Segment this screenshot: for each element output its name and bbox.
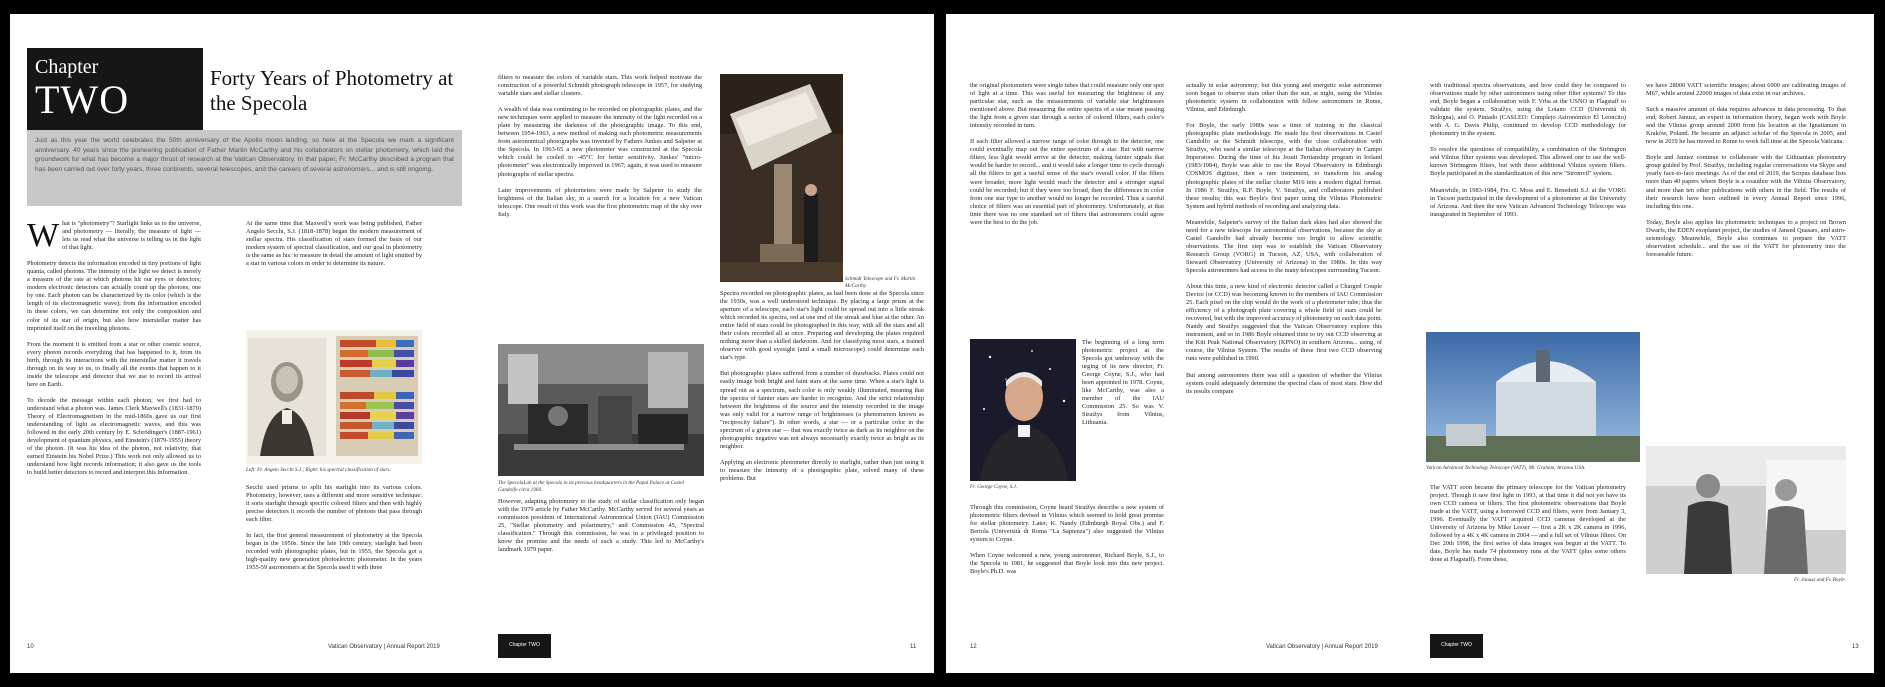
spread-pages-10-11 bbox=[10, 14, 934, 673]
chapter-word: Chapter bbox=[35, 56, 99, 78]
page11-column-1-bottom bbox=[498, 498, 704, 630]
coyne-portrait-photo bbox=[970, 339, 1076, 481]
article-title: Forty Years of Photometry at the Specola bbox=[210, 66, 454, 115]
page10-column-1 bbox=[27, 220, 201, 628]
running-footer: Vatican Observatory | Annual Report 2019 bbox=[1266, 644, 1378, 650]
paragraph: In fact, the first general measurement of photometry at the Specola began in the 1950s. Since the late 19th century, starlight had been recorded with photographic plates, but in 1955, the Specola got a high-quality new generation photoelectric photometer. In the years 1955-59 astronomers at the Specola used it with three bbox=[246, 532, 422, 572]
page10-column-2-bottom bbox=[246, 484, 422, 629]
paragraph: At the same time that Maxwell's work was being published, Father Angelo Secchi, S.J. (1818-1878) began the modern measurement of stellar spectra. His classification of stars formed the basis of our modern system of spectral classification, and our goal in photometry is the same as his: to measure in detail the amount of light emitted by a star in various colors in order to determine its nature. bbox=[246, 220, 422, 268]
paragraph: Meanwhile, in 1983-1984, Frs. C. Moss and E. Benedetti S.J. at the VORG in Tucson participated in the development of a photometer at the University of Arizona. And then the new Vatican Advanced Technology Telescope was inaugurated in September of 1993. bbox=[1430, 186, 1626, 218]
page10-column-2-top bbox=[246, 220, 422, 324]
paragraph: Secchi used prisms to split his starlight into its various colors. Photometry, however, uses a different and more sensitive technique: it sorts starlight through specific colored filters and then with highly precise detectors it records the number of photons that pass through each filter. bbox=[246, 484, 422, 524]
paragraph: About this time, a new kind of electronic detector called a Charged Couple Device (or CCD) was becoming known to the members of IAU Commission 25. Each pixel on the chip would do the work of a photometer tube; thus the efficiency of a photograph plate covering a whole field of stars could be recovered, but with the improved accuracy of photometry on each data point. Nandy and Straižys suggested that the Vatican Observatory explore this instrument, and so in 1986 Boyle obtained time to try out CCD observing at the Kitt Peak National Observatory (KPNO) in southern Arizona... using, of course, the Vilnius System. The results of these first two CCD observing runs were published in 1990. bbox=[1186, 283, 1382, 363]
paragraph: filters to measure the colors of variable stars. This work helped motivate the construction of a powerful Schmidt photograph telescope in 1957, for studying variable stars and stellar clusters. bbox=[498, 74, 702, 98]
secchi-figure bbox=[246, 330, 422, 464]
paragraph: hat is "photometry"? Starlight links us to the universe, and photometry — literally, the measure of light — lets us read what the universe is telling us in the light of that light. bbox=[62, 220, 201, 252]
running-footer: Vatican Observatory | Annual Report 2019 bbox=[328, 644, 440, 650]
paragraph: But photographic plates suffered from a number of drawbacks. Plates could not easily image both bright and faint stars at the same time. When a star's light is spread out as a spectrum, each color is only weakly illuminated, meaning that the spectra of fainter stars are harder to recognize. And the strict relationship between the brightness of the source and the intensity recorded in the image was only valid for a narrow range of brightnesses (a phenomenon known as "reciprocity failure"). In other words, a star — or a particular color in the spectrum of a given star — that was exactly twice as dark as its neighbor on the photographic negative was not always necessarily exactly twice as bright as its neighbor. bbox=[720, 370, 924, 450]
page13-column-1-top bbox=[1430, 82, 1626, 334]
vatt-figure bbox=[1426, 332, 1640, 462]
paragraph: The VATT soon became the primary telescope for the Vatican photometry project. Though it saw first light in 1993, at that time it did not yet have its own CCD camera or filters. The first photometric observations that Boyle made at the VATT, using a borrowed CCD and filters, were from January 3, 1996. Eventually the VATT acquired CCD cameras developed at the University of Arizona by Mike Lesser — first a 2K x 2K camera in 1996, followed by a 4K x 4K camera in 2004 — and a full set of Vilnius filters. On Dec 20th 1998, the first series of data images was begun at the VATT. To date, Boyle has made 74 photometry runs at the VATT (plus some others done at Flagstaff). From these, bbox=[1430, 484, 1626, 564]
paragraph: Later improvements of photometers were made by Salpeter to study the brightness of the Italian sky, in a search for a location for a new Vatican telescope. One result of this work was the first photometric map of the sky over Italy. bbox=[498, 186, 702, 218]
paragraph: Spectra recorded on photographic plates, as had been done at the Specola since the 1930s, was a well understood technique. By placing a large prism at the aperture of a telescope, each star's light could be spread out into a little streak which recorded its spectra, red at one end of the streak and blue at the other. An entire field of stars could be photographed in this way, with all the stars and all their colors recorded all at once. Preparing and developing the plates required nothing more than a skilled darkroom. And for classifying most stars, a trained observer with good eyesight (and a small microscope) could determine each star's type. bbox=[720, 290, 924, 362]
page13-column-2 bbox=[1646, 82, 1846, 404]
paragraph: To resolve the questions of compatibility, a combination of the Strömgren and Vilnius filter systems was developed. This allowed one to use the well-known Strömgren filters, but with three additional Vilnius system filters. Boyle participated in the standardization of this new "Stromvil" system. bbox=[1430, 146, 1626, 178]
spread-pages-12-13 bbox=[946, 14, 1874, 673]
abstract: Just as this year the world celebrates the 50th anniversary of the Apollo moon landing, so here at the Specola we mark a significant anniversary. 40 years since the pioneering publication of Father Martin McCarthy and his collaborators on stellar photometry, which laid the groundwork for what has become a major thrust of research at the Vatican Observatory. In that paper, Fr. McCarthy described a program that has been carried out over forty years, three continents, several telescopes, and the careers of several astronomers... and is still ongoing. bbox=[27, 130, 462, 206]
page12-inset-text bbox=[1082, 339, 1164, 495]
paragraph: Boyle and Janusz continue to collaborate with the Lithuanian photometry group guided by Prof. Straižys, including regular conversations via Skype and yearly face-to-face meetings. As of the end of 2019, the Scopus database lists more than 40 papers where Boyle is a coauthor with the Vilnius Observatory, and more than ten other publications with others in the field. The results of their research have been outlined in every Annual Report since 1996, including this one. bbox=[1646, 154, 1846, 210]
page11-column-1-top bbox=[498, 74, 702, 346]
schmidt-telescope-photo bbox=[720, 74, 843, 282]
page11-column-2 bbox=[720, 290, 924, 630]
specola-lab-caption: The SpecolaLab at the Specola in its previous headquarters in the Papal Palace at Castel Gandolfo circa 1960. bbox=[498, 480, 684, 493]
coyne-caption: Fr. George Coyne, S.J. bbox=[970, 484, 1018, 490]
paragraph: When Coyne welcomed a new, young astronomer, Richard Boyle, S.J., to the Specola in 1981, he suggested that Boyle look into this new project. Boyle's Ph.D. was bbox=[970, 552, 1164, 576]
page-number-12: 12 bbox=[970, 644, 977, 650]
secchi-caption: Left: Fr. Angelo Secchi S.J.; Right: his spectral classification of stars. bbox=[246, 467, 391, 473]
paragraph: From the moment it is emitted from a star or other cosmic source, every photon records everything that has happened to it, from its birth, through its interactions with the interstellar matter it travels through on its way to us, to finally all the events that happen to it inside the telescope and detector that we use to record its arrival here on Earth. bbox=[27, 340, 201, 388]
chapter-box bbox=[27, 48, 203, 136]
vatt-photo bbox=[1426, 332, 1640, 462]
janusz-boyle-photo bbox=[1646, 446, 1846, 574]
specola-lab-figure bbox=[498, 344, 704, 476]
janusz-boyle-caption: Fr. Janusz and Fr. Boyle. bbox=[1793, 577, 1846, 583]
paragraph: However, adapting photometry to the study of stellar classification only began with the 1979 article by Father McCarthy. McCarthy served for several years as commission president of International Astronomical Union (IAU) Commission 25, "Stellar photometry and polarimetry," and Commission 45, "Spectral classification." Through this commission, he was in a privileged position to know the promise and the needs of such a study. This led to McCarthy's landmark 1979 paper. bbox=[498, 498, 704, 554]
page-number-13: 13 bbox=[1852, 644, 1859, 650]
dropcap: W bbox=[27, 220, 60, 254]
schmidt-telescope-figure bbox=[720, 74, 843, 282]
paragraph: Through this commission, Coyne heard Straižys describe a new system of photometric filters devised in Vilnius which seemed to hold great promise for stellar photometry. Later, K. Nandy (Edinburgh Royal Obs.) and F. Bertola (Università di Roma "La Sapienza") also suggested the Vilnius system to Coyne. bbox=[970, 504, 1164, 544]
paragraph: Such a massive amount of data requires advances in data processing. To that end, Robert Janusz, an expert in information theory, began work with Boyle and the Vilnius group around 2000 from his location at the Ignatianum in Kraków, Poland. He became an adjunct scholar of the Specola in 2005, and now in 2019 he has moved to Rome to work full time at the Specola Vaticana. bbox=[1646, 106, 1846, 146]
page12-column-2 bbox=[1186, 82, 1382, 630]
janusz-boyle-figure bbox=[1646, 446, 1846, 574]
paragraph: Today, Boyle also applies his photometric techniques to a project on Brown Dwarfs, the EDEN exoplanet project, the studies of Jansed Quasars, and astro-seismology. Meanwhile, Boyle also continues to prepare the VATT observation schedule... and the use of the VATT for photometry into the foreseeable future. bbox=[1646, 218, 1846, 258]
specola-lab-photo bbox=[498, 344, 704, 476]
paragraph: For Boyle, the early 1980s was a time of training in the classical photographic plate methodology. He made his first observations in Castel Gandolfo at the Schmidt telescope, with the close collaboration with Straižys, who used a similar telescope at the Italian observatory in Campo Imperatore. During the time of his Jesuit Tertianship program in Ireland (1983/1984), Boyle was able to use the Royal Observatory in Edinburgh COSMOS digitizer, then a rare instrument, to transform his analog photographic plates of the stellar cluster M16 into a modern digital format. In 1986 F. Straižys, R.P. Boyle, V. Straižys, and collaborators published these results; this was Boyle's first paper using the Vilnius Photometric System and hybrid methods of recording and analyzing data. bbox=[1186, 122, 1382, 210]
paragraph: Meanwhile, Salpeter's survey of the Italian dark skies had also showed the need for a new telescope for astronomical observations, because the sky at Castel Gandolfo had already become too bright to allow scientific observations. The first step was to establish the Vatican Observatory Research Group (VORG) in Tucson, AZ, USA, with collaboration of Steward Observatory (University of Arizona) in the 1980s. In this way Specola astronomers had access to the many telescopes surrounding Tucson. bbox=[1186, 218, 1382, 274]
paragraph: To decode the message within each photon, we first had to understand what a photon was. James Clerk Maxwell's (1831-1879) Theory of Electromagnetism in the mid-1860s gave us our first understanding of light as electromagnetic waves, and this was followed in the early 20th century by E. Schrödinger's (1887-1961) development of quantum physics, and Einstein's (1879-1955) theory of the photon. (It was his idea of the photon, not relativity, that earned Einstein his Nobel Prize.) This work not only allowed us to understand how light records information; it also gave us the tools to build better detectors to record and interpret this information. bbox=[27, 396, 201, 477]
paragraph: actually in solar astronomy; but this young and energetic solar astronomer soon began to observe stars other than the sun, at night, using the Vilnius photometric system in collaboration with fellow astronomers in Rome, Vilnius, and Edinburgh. bbox=[1186, 82, 1382, 114]
page12-column-1-bottom bbox=[970, 504, 1164, 630]
paragraph: A wealth of data was continuing to be recorded on photographic plates, and the new techniques were applied to measure the intensity of the light recorded on a plate by measuring the darkness of the photographic image. To this end, between 1954-1963, a new method of making such photometric measurements from astronomical photographs was invented by Fathers Junkes and Salpeter at the Specola. In 1963-65 a new photometer was constructed at the Specola which could be cooled to -45°C for better sensitivity. Junkes' "micro-photometer" was electronically improved in 1967; again, it was used to measure photographs of stellar spectra. bbox=[498, 106, 702, 178]
page-number-10: 10 bbox=[27, 644, 34, 650]
page-number-11: 11 bbox=[910, 644, 917, 650]
paragraph: the original photometers were single tubes that could measure only one spot of light at a time. This was useful for measuring the brightness of any particular star, such as the measurements of variable star brightnesses mentioned above. But measuring the entire spectra of a star meant passing the light from a given star through a series of colored filters, each color's intensity recorded in turn. bbox=[970, 82, 1164, 130]
secchi-portrait-and-spectra-image bbox=[246, 330, 422, 464]
paragraph: If each filter allowed a narrow range of color through to the detector, one could eventually map out the entire spectrum of a star. But with narrow filters, less light would arrive at the detector, making fainter signals that would be harder to record... and it would take a longer time to cycle through all the filters to get a useful sense of the star's overall color. If the filters were broader, more light would reach the detector and a stronger signal could be recorded; but if they were too broad, then the differences in color from one star type to another would no longer be recorded. Thus a careful choice of filters was an essential part of photometry. Unfortunately, at that time there was no one standard set of filters that astronomers could agree were the best to do the job. bbox=[970, 138, 1164, 226]
chapter-tab: Chapter TWO bbox=[1430, 634, 1483, 658]
schmidt-caption: Schmidt Telescope and Fr. Martin McCarthy. bbox=[845, 276, 916, 289]
paragraph: we have 28000 VATT scientific images; about 6000 are calibrating images of M67, while around 22000 images of data exist in our archives. bbox=[1646, 82, 1846, 98]
page13-column-1-bottom bbox=[1430, 484, 1626, 630]
paragraph: But among astronomers there was still a question of whether the Vilnius system could adequately determine the spectral class of most stars. How did its results compare bbox=[1186, 371, 1382, 395]
paragraph: Photometry detects the information encoded in tiny portions of light quanta, called photons. The intensity of the light we detect is merely a measure of the rate at which photons hit our eyes or detectors; modern electronic detectors can actually count up the photons, one by one. Each photon can be characterized by its color (which is the length of its electromagnetic wave); from the information encoded in these colors, we can determine not only the composition and color of its star of origin, but also how interstellar matter has imprinted itself on the traveling photons. bbox=[27, 260, 201, 332]
paragraph: Applying an electronic photometer directly to starlight, rather than just using it to measure the intensity of a photographic plate, solved many of these problems. But bbox=[720, 458, 924, 482]
coyne-portrait-figure bbox=[970, 339, 1076, 481]
chapter-number: TWO bbox=[35, 77, 130, 122]
paragraph: The beginning of a long term photometric project at the Specola got underway with the urging of its new director, Fr. George Coyne, S.J., who had been appointed in 1978. Coyne, like McCarthy, was also a member of the IAU Commission 25. So was V. Straižys from Vilnius, Lithuania. bbox=[1082, 339, 1164, 427]
chapter-tab: Chapter TWO bbox=[498, 634, 551, 658]
page12-column-1-top bbox=[970, 82, 1164, 344]
vatt-caption: Vatican Advanced Technology Telescope (VATT), Mt. Graham, Arizona USA. bbox=[1426, 465, 1586, 471]
paragraph: with traditional spectra observations, and how could they be compared to observations made by other astronomers using other filter systems? To this end, Boyle began a collaboration with F. Vrba at the USNO in Flagstaff to validate the system. Straižys, using the Loiano CCD (Università di Bologna), and O. Pintado (CASLEO: Complejo Astronómico El Leoncito) with A. G. Davis Philip, continued to develop CCD methodology for photometry in the system. bbox=[1430, 82, 1626, 138]
